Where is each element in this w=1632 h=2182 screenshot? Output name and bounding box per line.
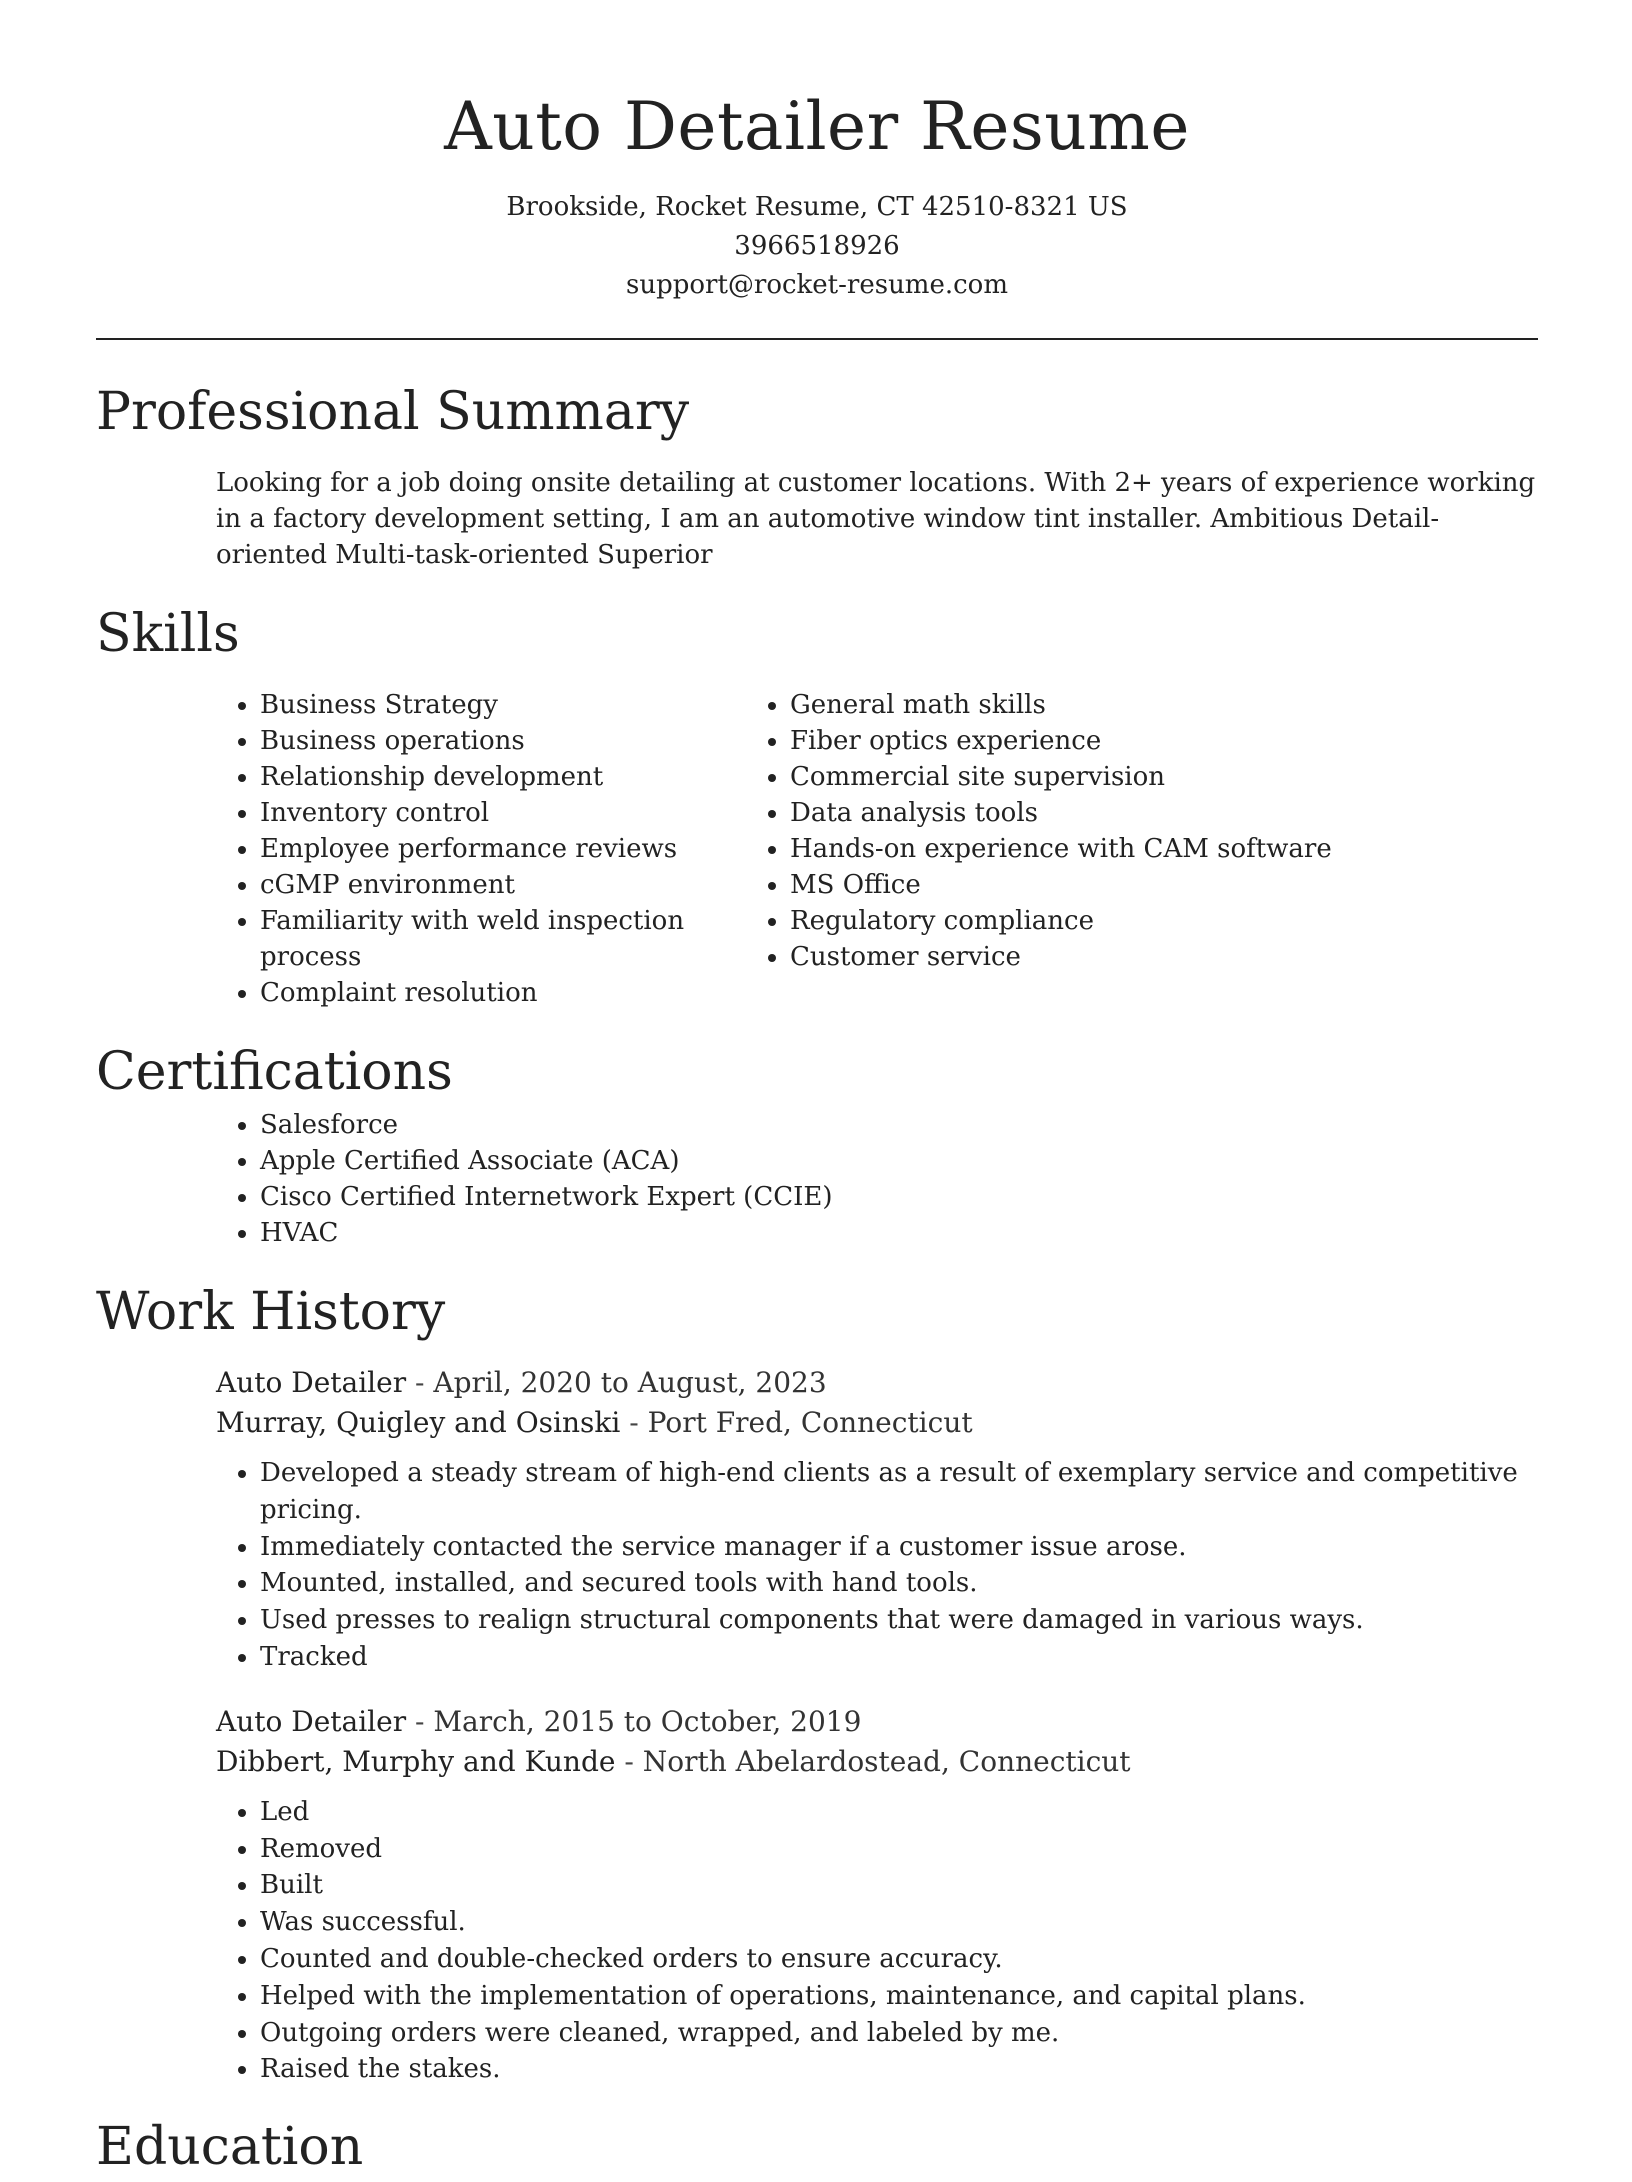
certifications-list — [96, 1107, 1538, 1251]
contact-email: support@rocket-resume.com — [625, 270, 1008, 300]
skill-item: • MS Office — [790, 867, 1332, 903]
resume-page — [96, 0, 1538, 2182]
skill-item: • Inventory control — [260, 795, 746, 831]
skill-item: • Business Strategy — [260, 687, 746, 723]
summary-heading: Professional Summary — [96, 382, 690, 442]
contact-info — [96, 188, 1538, 305]
job-duty-item: • Removed — [260, 1831, 1538, 1868]
skill-item: • General math skills — [790, 687, 1332, 723]
job-company-line: Dibbert, Murphy and Kunde - North Abelardostead, Connecticut — [216, 1744, 1131, 1778]
job-company: Dibbert, Murphy and Kunde — [216, 1744, 616, 1778]
skills-left-column — [96, 687, 746, 1011]
header-divider — [96, 338, 1538, 340]
job-duties-list — [216, 1455, 1538, 1676]
skill-item: • Data analysis tools — [790, 795, 1332, 831]
job-duty-item: • Used presses to realign structural components that were damaged in various ways. — [260, 1602, 1538, 1639]
resume-title: Auto Detailer Resume — [444, 88, 1190, 165]
skill-item: • Hands-on experience with CAM software — [790, 831, 1332, 867]
job-company: Murray, Quigley and Osinski — [216, 1406, 621, 1439]
contact-address: Brookside, Rocket Resume, CT 42510-8321 US — [506, 192, 1128, 222]
job-dates: March, 2015 to October, 2019 — [433, 1704, 862, 1738]
summary-text: Looking for a job doing onsite detailing at customer locations. With 2+ years of experience working in a factory development setting, I am an automotive window tint installer. Ambitious Detail-oriented Multi-task-oriented Superior — [216, 468, 1536, 570]
job-duty-item: • Outgoing orders were cleaned, wrapped, and labeled by me. — [260, 2015, 1538, 2052]
skills-list — [96, 687, 1538, 1011]
job-dates: April, 2020 to August, 2023 — [433, 1366, 827, 1399]
job-duty-item: • Counted and double-checked orders to ensure accuracy. — [260, 1941, 1538, 1978]
job-duty-item: • Was successful. — [260, 1904, 1538, 1941]
job-entry — [216, 1702, 1538, 2088]
skill-item: • cGMP environment — [260, 867, 746, 903]
job-duty-item: • Developed a steady stream of high-end clients as a result of exemplary service and competitive pricing. — [260, 1455, 1538, 1529]
certification-item: • Cisco Certified Internetwork Expert (CCIE) — [260, 1179, 1538, 1215]
skill-item: • Employee performance reviews — [260, 831, 746, 867]
job-title-line: Auto Detailer - April, 2020 to August, 2023 — [216, 1366, 827, 1399]
skills-heading: Skills — [96, 604, 240, 664]
job-duty-item: • Built — [260, 1867, 1538, 1904]
skill-item: • Business operations — [260, 723, 746, 759]
certification-item: • HVAC — [260, 1215, 1538, 1251]
job-entry — [216, 1363, 1538, 1676]
job-duties-list — [216, 1794, 1538, 2088]
job-duty-item: • Led — [260, 1794, 1538, 1831]
job-duty-item: • Raised the stakes. — [260, 2051, 1538, 2088]
skill-item: • Familiarity with weld inspection process — [260, 903, 746, 975]
job-location: North Abelardostead, Connecticut — [642, 1744, 1131, 1778]
skills-right-column — [746, 687, 1332, 1011]
work-history-heading: Work History — [96, 1282, 446, 1342]
skill-item: • Fiber optics experience — [790, 723, 1332, 759]
resume-header — [96, 0, 1538, 305]
certification-item: • Apple Certified Associate (ACA) — [260, 1143, 1538, 1179]
job-duty-item: • Immediately contacted the service manager if a customer issue arose. — [260, 1529, 1538, 1566]
skill-item: • Customer service — [790, 939, 1332, 975]
skill-item: • Commercial site supervision — [790, 759, 1332, 795]
job-title-line: Auto Detailer - March, 2015 to October, 2019 — [216, 1704, 862, 1738]
contact-phone: 3966518926 — [734, 231, 900, 261]
job-role: Auto Detailer — [216, 1704, 407, 1738]
certifications-heading: Certifications — [96, 1042, 453, 1102]
job-role: Auto Detailer — [216, 1366, 407, 1399]
skill-item: • Complaint resolution — [260, 975, 746, 1011]
skill-item: • Regulatory compliance — [790, 903, 1332, 939]
job-company-line: Murray, Quigley and Osinski - Port Fred, Connecticut — [216, 1406, 973, 1439]
job-duty-item: • Tracked — [260, 1639, 1538, 1676]
job-duty-item: • Helped with the implementation of operations, maintenance, and capital plans. — [260, 1978, 1538, 2015]
education-heading: Education — [96, 2117, 364, 2178]
certification-item: • Salesforce — [260, 1107, 1538, 1143]
skill-item: • Relationship development — [260, 759, 746, 795]
job-duty-item: • Mounted, installed, and secured tools with hand tools. — [260, 1565, 1538, 1602]
job-location: Port Fred, Connecticut — [647, 1406, 973, 1439]
